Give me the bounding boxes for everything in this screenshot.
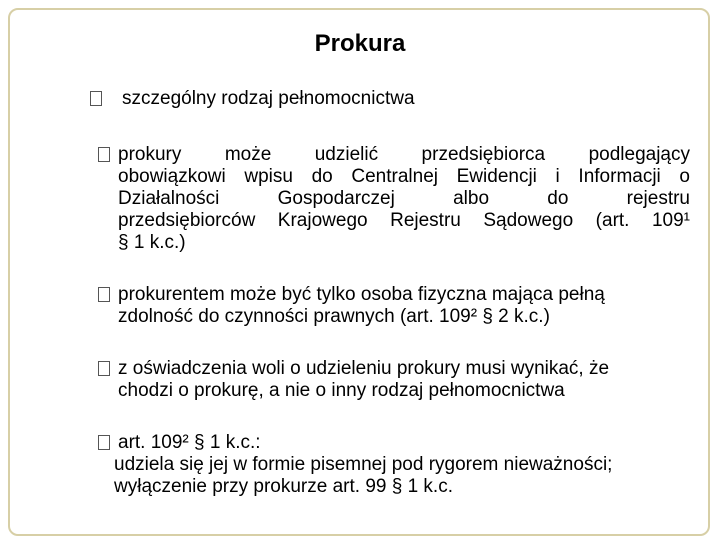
bullet-item-4 xyxy=(100,358,700,402)
bullet-item-3 xyxy=(100,284,700,328)
bullet-item-5 xyxy=(100,432,700,498)
item-line: udziela się jej w formie pisemnej pod rygorem nieważności; xyxy=(114,454,613,475)
item-line: Działalności Gospodarczej albo do rejestru xyxy=(118,188,690,209)
item-text: szczególny rodzaj pełnomocnictwa xyxy=(122,88,415,109)
item-line: chodzi o prokurę, a nie o inny rodzaj pełnomocnictwa xyxy=(118,380,565,401)
slide-title: Prokura xyxy=(314,30,406,57)
item-line: prokurentem może być tylko osoba fizyczna mająca pełną xyxy=(118,284,605,305)
item-line: wyłączenie przy prokurze art. 99 § 1 k.c. xyxy=(114,476,453,497)
item-line: prokury może udzielić przedsiębiorca podlegający xyxy=(118,144,690,165)
item-line: art. 109² § 1 k.c.: xyxy=(118,432,261,453)
bullet-box-icon xyxy=(98,361,110,376)
bullet-box-icon xyxy=(98,435,110,450)
bullet-box-icon xyxy=(98,147,110,162)
item-line: zdolność do czynności prawnych (art. 109² § 2 k.c.) xyxy=(118,306,550,327)
item-line: z oświadczenia woli o udzieleniu prokury musi wynikać, że xyxy=(118,358,610,379)
item-line: § 1 k.c.) xyxy=(118,232,186,253)
item-line: obowiązkowi wpisu do Centralnej Ewidencji i Informacji o xyxy=(118,166,690,187)
item-line: przedsiębiorców Krajowego Rejestru Sądowego (art. 109¹ xyxy=(118,210,690,231)
bullet-item-2 xyxy=(100,144,690,254)
bullet-box-icon xyxy=(98,287,110,302)
bullet-box-icon xyxy=(90,91,102,106)
